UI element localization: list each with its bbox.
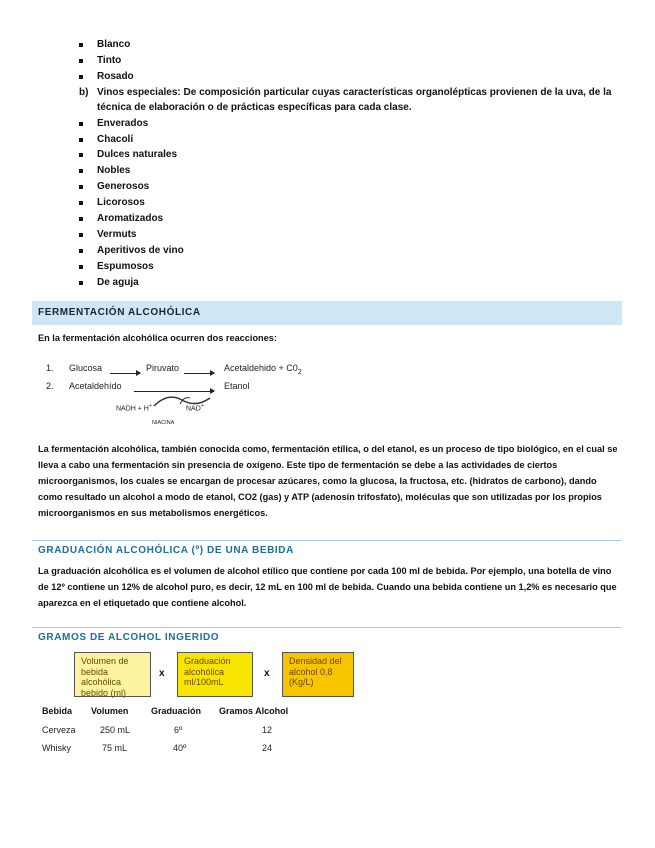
graduation-box: Graduación alcohólica ml/100mL bbox=[177, 652, 253, 697]
arrow-icon bbox=[184, 373, 214, 374]
list-item: Blanco bbox=[0, 37, 655, 53]
graduation-heading: GRADUACIÓN ALCOHÓLICA (º) DE UNA BEBIDA bbox=[32, 540, 622, 559]
bullet-icon bbox=[79, 281, 83, 285]
reaction-2-ethanol: Etanol bbox=[224, 381, 250, 391]
list-item: Generosos bbox=[0, 179, 655, 195]
table-header: Gramos Alcohol bbox=[219, 706, 289, 716]
list-item-text: Vinos especiales: De composición particular cuyas características organolépticas provienen de la uva, de la técnica de elaboración o de prácticas específicas para cada clase. bbox=[97, 86, 612, 114]
list-item: Espumosos bbox=[0, 259, 655, 275]
coenzyme-curve-icon bbox=[150, 392, 214, 413]
list-item: Enverados bbox=[0, 116, 655, 132]
reaction-1-pyruvate: Piruvato bbox=[146, 363, 180, 373]
fermentation-intro: En la fermentación alcohólica ocurren dos reacciones: bbox=[38, 333, 277, 343]
bullet-icon bbox=[79, 122, 83, 126]
bullet-icon bbox=[79, 265, 83, 269]
list-item: Aperitivos de vino bbox=[0, 243, 655, 259]
list-item: Tinto bbox=[0, 53, 655, 69]
reaction-1-products: Acetaldehido + $C0_2$ bbox=[224, 363, 302, 376]
list-item: Nobles bbox=[0, 163, 655, 179]
bullet-icon bbox=[79, 138, 83, 142]
fermentation-heading: FERMENTACIÓN ALCOHÓLICA bbox=[32, 301, 622, 325]
reaction-2-number: 2. bbox=[46, 381, 54, 391]
bullet-icon bbox=[79, 153, 83, 157]
table-header: Bebida bbox=[42, 706, 73, 716]
nad-label: NAD+ bbox=[186, 403, 204, 413]
bullet-icon bbox=[79, 169, 83, 173]
bullet-icon bbox=[79, 217, 83, 221]
bullet-icon bbox=[79, 249, 83, 253]
grams-heading: GRAMOS DE ALCOHOL INGERIDO bbox=[32, 627, 622, 645]
density-box: Densidad del alcohol 0,8 (Kg/L) bbox=[282, 652, 354, 697]
bullet-icon bbox=[79, 43, 83, 47]
arrow-icon bbox=[110, 373, 140, 374]
bullet-icon bbox=[79, 185, 83, 189]
list-item: Dulces naturales bbox=[0, 147, 655, 163]
list-item: Licorosos bbox=[0, 195, 655, 211]
volume-box: Volumen de bebida alcohólica bebido (ml) bbox=[74, 652, 151, 697]
fermentation-paragraph: La fermentación alcohólica, también conocida como, fermentación etílica, o del etanol, es un proceso de tipo biológico, en el cual se lleva a cabo una fermentación sin presencia de oxígeno. Este tipo de fermentación se debe a las actividades de ciertos microorganismos, los cuales se encargan de procesar azúcares, como la glucosa, la fructosa, etc. (hidratos de carbono), dando como resultado un alcohol a modo de etanol, CO2 (gas) y ATP (adenosín trifosfato), moléculas que son utilizadas por los propios microorganismos en sus metabolismos energéticos. bbox=[38, 444, 618, 518]
list-item: De aguja bbox=[0, 275, 655, 291]
list-item: Rosado bbox=[0, 69, 655, 85]
bullet-icon bbox=[79, 233, 83, 237]
document-page: Blanco Tinto Rosado b) Vinos especiales: De composición particular cuyas características organolépticas provienen de la uva, de la técnica de elaboración o de prácticas específicas para cada clase. Enverados Chacolí Dulces naturales Nobles Generosos Licorosos Aromatizados Vermuts Aperitivos de vino Espumosos De aguja FERMENTACIÓN ALCOHÓLICA En la fermentación alcohólica ocurren dos reacciones: 1. Glucosa Piruvato Acetaldehido + $C0_2$ 2. Acetaldehído Etanol NADH + H+ NAD+ NIACINA La fermentación alcohólica, también conocida como, fermentación etílica, o del etanol, es un proceso de tipo biológico, en el cual se lleva a cabo una fermentación sin presencia de oxígeno. Este tipo de fermentación se debe a las actividades de ciertos microorganismos, los cuales se encargan de procesar azúcares, como la glucosa, la fructosa, etc. (hidratos de carbono), dando como resultado un alcohol a modo de etanol, CO2 (gas) y ATP (adenosín trifosfato), moléculas que son utilizadas por los propios microorganismos en sus metabolismos energéticos. GRADUACIÓN ALCOHÓLICA (º) DE UNA BEBIDA La graduación alcohólica es el volumen de alcohol etílico que contiene por cada 100 ml de bebida. Por ejemplo, una botella de vino de 12º contiene un 12% de alcohol puro, es decir, 12 mL en 100 ml de bebida. Cuando una bebida contiene un 1,2% es necesario que aparezca en el etiquetado que contiene alcohol. GRAMOS DE ALCOHOL INGERIDO Volumen de bebida alcohólica bebido (ml) x Graduación alcohólica ml/100mL x Densidad del alcohol 0,8 (Kg/L) Bebida Volumen Graduación Gramos Alcohol Cerveza 250 mL 6º 12 Whisky 75 mL 40º 24 bbox=[0, 0, 655, 848]
list-item: Aromatizados bbox=[0, 211, 655, 227]
list-item-special-wines bbox=[0, 85, 655, 116]
list-item: Vermuts bbox=[0, 227, 655, 243]
nadh-label: NADH + H+ bbox=[116, 403, 153, 413]
list-marker: b) bbox=[79, 86, 89, 98]
reaction-1-glucose: Glucosa bbox=[69, 363, 103, 373]
list-item: Chacolí bbox=[0, 132, 655, 148]
bullet-icon bbox=[79, 201, 83, 205]
table-header: Graduación bbox=[151, 706, 202, 716]
reaction-1-number: 1. bbox=[46, 363, 54, 373]
reaction-2-acetaldehyde: Acetaldehído bbox=[69, 381, 122, 391]
graduation-paragraph: La graduación alcohólica es el volumen de alcohol etílico que contiene por cada 100 ml de bebida. Por ejemplo, una botella de vino de 12º contiene un 12% de alcohol puro, es decir, 12 mL en 100 ml de bebida. Cuando una bebida contiene un 1,2% es necesario que aparezca en el etiquetado que contiene alcohol. bbox=[38, 566, 617, 608]
bullet-icon bbox=[79, 75, 83, 79]
niacina-label: NIACINA bbox=[152, 420, 175, 426]
wine-types-list bbox=[0, 37, 655, 290]
bullet-icon bbox=[79, 59, 83, 63]
multiply-sign: x bbox=[159, 668, 165, 679]
multiply-sign: x bbox=[264, 668, 270, 679]
table-header: Volumen bbox=[91, 706, 129, 716]
